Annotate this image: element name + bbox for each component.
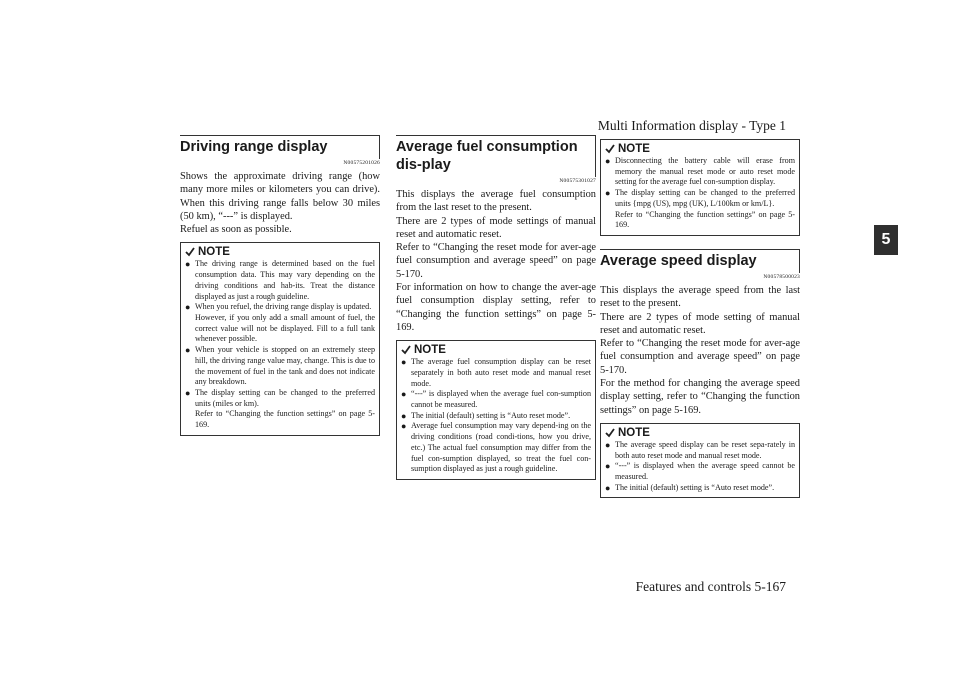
note-list	[181, 259, 379, 430]
section-body	[600, 284, 800, 417]
note-label: NOTE	[414, 344, 446, 357]
note-item: ● “---” is displayed when the average speed cannot be measured.	[605, 461, 795, 481]
section-title-driving-range: Driving range display	[180, 135, 380, 159]
paragraph: Shows the approximate driving range (how many more miles or kilometers you can drive). When this driving range falls below 30 miles (50 km), “---” is displayed.	[180, 171, 380, 222]
column-3	[600, 139, 800, 498]
note-label: NOTE	[618, 143, 650, 155]
section-code: N00575301027	[559, 178, 596, 184]
section-title-average-speed: Average speed display	[600, 249, 800, 273]
note-item: ● “---” is displayed when the average fuel con-sumption cannot be measured.	[401, 389, 591, 410]
bullet-icon: ●	[185, 345, 191, 356]
section-title-average-fuel: Average fuel consumption dis-play	[396, 135, 596, 177]
bullet-icon: ●	[401, 421, 407, 432]
bullet-icon: ●	[185, 302, 191, 313]
note-item: ● The average speed display can be reset sepa-rately in both auto reset mode and manual reset mode.	[605, 439, 795, 460]
note-item: ● The driving range is determined based on the fuel consumption data. This may vary depending on the driving conditions and hab-its. Treat the distance displayed as just a rough guideline.	[185, 259, 375, 301]
note-item: ● The initial (default) setting is “Auto reset mode”.	[401, 410, 571, 421]
running-header: Multi Information display - Type 1	[597, 118, 786, 133]
page-footer: Features and controls 5-167	[635, 579, 786, 594]
section-body	[396, 188, 596, 334]
column-1	[180, 135, 380, 436]
note-label: NOTE	[618, 426, 650, 439]
column-2	[396, 135, 596, 480]
note-label: NOTE	[198, 246, 230, 259]
bullet-icon: ●	[605, 461, 611, 472]
note-item: ● The initial (default) setting is “Auto reset mode”.	[605, 482, 775, 493]
paragraph: This displays the average speed from the last reset to the present.	[600, 284, 800, 310]
check-icon	[605, 144, 615, 154]
note-list	[397, 357, 595, 475]
note-box	[180, 242, 380, 435]
note-list	[601, 156, 799, 231]
note-header	[601, 140, 799, 156]
note-box	[600, 423, 800, 499]
note-item: ● The average fuel consumption display can be reset separately in both auto reset mode and manual reset mode.	[401, 357, 591, 388]
paragraph: Refuel as soon as possible.	[180, 224, 292, 236]
paragraph: Refer to “Changing the reset mode for aver-age fuel consumption and average speed” on page 5-170.	[600, 338, 800, 376]
bullet-icon: ●	[605, 156, 611, 166]
bullet-icon: ●	[605, 482, 611, 493]
note-item: ● Average fuel consumption may vary depend-ing on the driving conditions (road condi-tions, how you drive, etc.) The actual fuel consumption may differ from the fuel con-sumption displayed, so treat the fuel con-sumption displayed as just a rough guideline.	[401, 421, 591, 474]
section-code: N00575201026	[343, 160, 380, 166]
paragraph: There are 2 types of mode setting of manual reset and automatic reset.	[600, 311, 800, 336]
check-icon	[605, 428, 615, 438]
chapter-tab: 5	[874, 225, 898, 255]
bullet-icon: ●	[401, 389, 407, 400]
bullet-icon: ●	[605, 188, 611, 199]
bullet-icon: ●	[401, 410, 407, 421]
bullet-icon: ●	[185, 259, 191, 270]
note-item: ● The display setting can be changed to the preferred units (miles or km). Refer to “Changing the function settings” on page 5-169.	[185, 387, 375, 430]
note-item: ● Disconnecting the battery cable will erase from memory the manual reset mode or auto reset mode setting for the average fuel con-sumption display.	[605, 156, 795, 187]
bullet-icon: ●	[605, 439, 611, 450]
section-average-speed	[600, 249, 800, 498]
note-item: ● The display setting can be changed to the preferred units {mpg (US), mpg (UK), L/100km or km/L}. Refer to “Changing the function settings” on page 5-169.	[605, 188, 795, 230]
note-header	[397, 341, 595, 357]
note-list	[601, 440, 799, 494]
note-header	[601, 424, 799, 440]
bullet-icon: ●	[401, 357, 407, 368]
paragraph: Refer to “Changing the reset mode for aver-age fuel consumption and average speed” on page 5-170.	[396, 242, 596, 280]
paragraph: This displays the average fuel consumption from the last reset to the present.	[396, 189, 596, 214]
note-item: ● When you refuel, the driving range display is updated. However, if you only add a small amount of fuel, the correct value will not be displayed. Fill to a full tank whenever possible.	[185, 302, 375, 344]
paragraph: For information on how to change the aver-age fuel consumption display setting, refer to “Changing the function settings” on page 5-169.	[396, 282, 596, 333]
bullet-icon: ●	[185, 387, 191, 398]
note-item: ● When your vehicle is stopped on an extremely steep hill, the driving range value may, change. This is due to the movement of fuel in the tank and does not indicate any breakdown.	[185, 345, 375, 387]
section-body	[180, 170, 380, 236]
paragraph: There are 2 types of mode settings of manual reset and automatic reset.	[396, 215, 596, 240]
note-box	[600, 139, 800, 236]
section-code: N00578500023	[763, 273, 800, 280]
check-icon	[185, 247, 195, 257]
note-box	[396, 340, 596, 480]
check-icon	[401, 345, 411, 355]
paragraph: For the method for changing the average speed display setting, refer to “Changing the function settings” on page 5-169.	[600, 378, 800, 416]
note-header	[181, 243, 379, 259]
